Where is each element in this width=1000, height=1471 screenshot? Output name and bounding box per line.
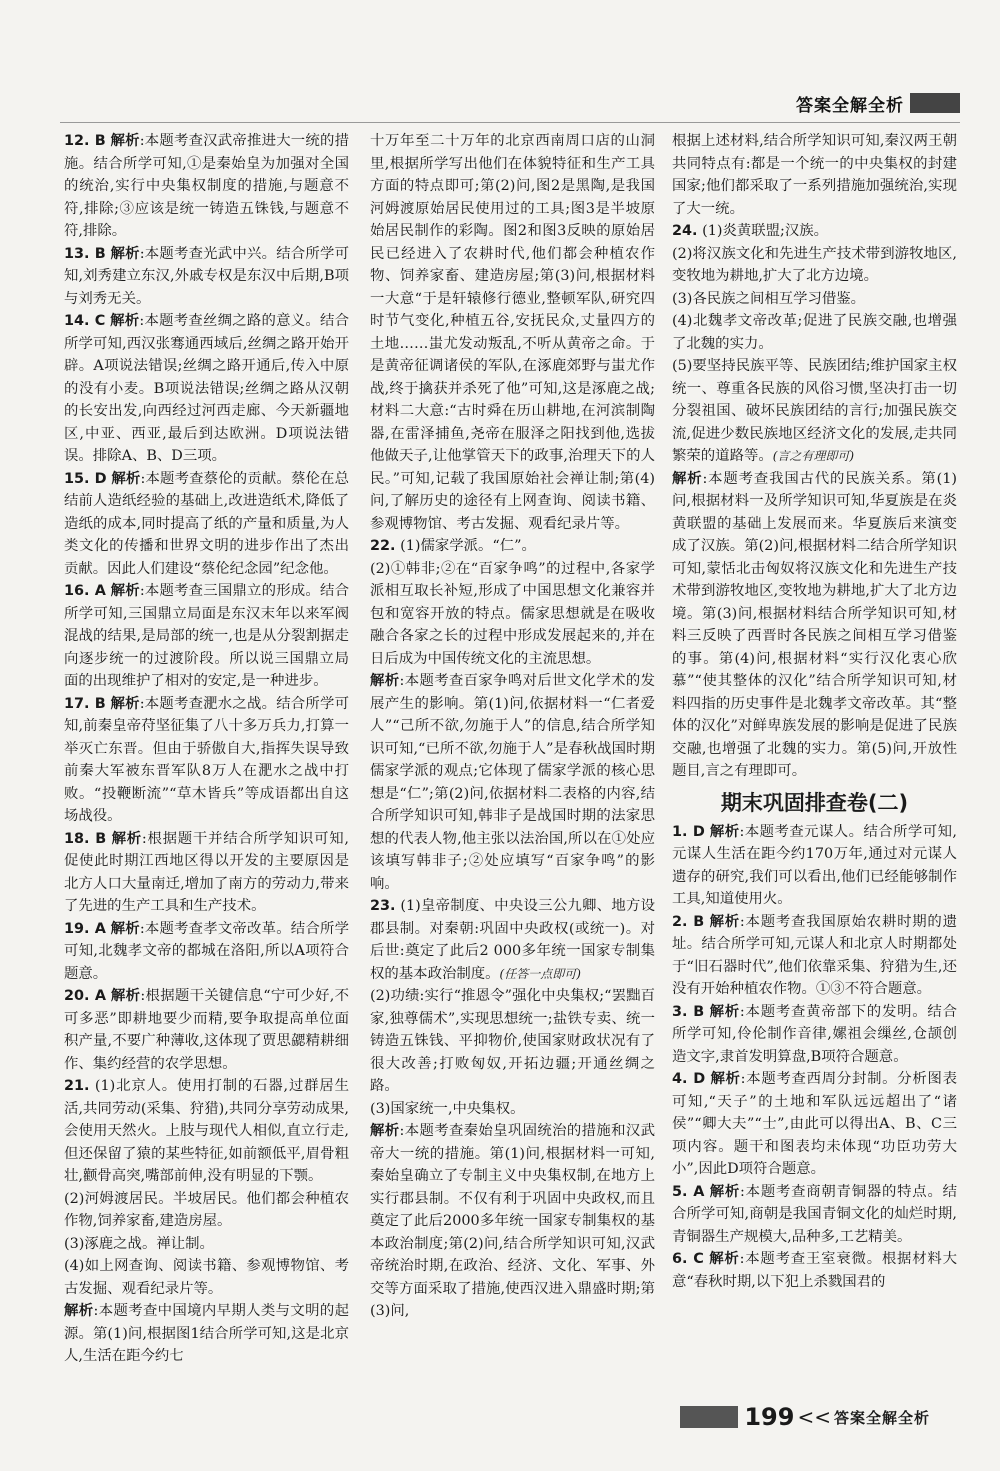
answer-text: 本题考查淝水之战。结合所学可知,前秦皇帝苻坚征集了八十多万兵力,打算一举灭亡东晋。但由于骄傲自大,指挥失误导致前秦大军被东晋军队8万人在淝水之战中打败。“投鞭断流”“草木皆兵”等成语都出自这场战役。 — [64, 695, 349, 824]
answer-item: 16. A 解析:本题考查三国鼎立的形成。结合所学可知,三国鼎立局面是东汉末年以来军阀混战的结果,是局部的统一,也是从分裂割据走向逐步统一的过渡阶段。所以说三国鼎立局面的出现维护了相对的安定,是一种进步。 — [64, 583, 349, 689]
answer-text: 本题考查百家争鸣对后世文化学术的发展产生的影响。第(1)问,依据材料一“仁者爱人”“己所不欲,勿施于人”的信息,结合所学知识可知,“已所不欲,勿施于人”是春秋战国时期儒家学派的观点;它体现了儒家学派的核心思想是“仁”;第(2)问,依据材料二表格的内容,结合所学知识可知,韩非子是战国时期的法家思想的代表人物,他主张以法治国,所以在①处应该填写韩非子;②处应填写“百家争鸣”的影响。 — [370, 673, 655, 892]
answer-item — [370, 895, 655, 985]
answer-text: 本题考查我国原始农耕时期的遗址。结合所学可知,元谋人和北京人时期都处于“旧石器时代”,他们依靠采集、狩猎为生,还没有开始种植农作物。①③不符合题意。 — [672, 913, 957, 997]
answer-item — [370, 535, 655, 558]
answer-item — [672, 220, 957, 243]
footer-bar — [680, 1406, 738, 1428]
answer-text: (1)北京人。使用打制的石器,过群居生活,共同劳动(采集、狩猎),共同分享劳动成果,会使用天然火。上肢与现代人相似,直立行走,但还保留了猿的某些特征,如前额低平,眉骨粗壮,颧骨高突,嘴部前伸,没有明显的下颚。 — [64, 1078, 349, 1184]
analysis-label: 解析 — [709, 1251, 740, 1267]
page-number: 199 — [744, 1403, 795, 1431]
analysis-label: 解析 — [110, 583, 140, 599]
answer-item: 20. A 解析:根据题干关键信息“宁可少好,不可多恶”即耕地要少而精,要争取提高单位面积产量,不要广种薄收,这体现了贾思勰精耕细作、集约经营的农学思想。 — [64, 988, 350, 1072]
question-number: 3. B — [672, 1003, 705, 1020]
question-number: 24. — [672, 223, 698, 239]
answer-item: 18. B 解析:根据题干并结合所学知识可知,促使此时期江西地区得以开发的主要原因是北方人口大量南迁,增加了南方的劳动力,带来了先进的生产工具和生产技术。 — [64, 830, 349, 914]
answer-item: 解析:本题考查中国境内早期人类与文明的起源。第(1)问,根据图1结合所学可知,这是北京人,生活在距今约七 — [64, 1303, 349, 1364]
answer-note: (言之有理即可) — [772, 449, 855, 463]
question-number: 12. B — [64, 133, 106, 149]
answer-item: 12. B 解析:本题考查汉武帝推进大一统的措施。结合所学可知,①是秦始皇为加强对全国的统治,实行中央集权制度的措施,与题意不符,排除;③应该是统一铸造五铢钱,与题意不符,排除。 — [64, 133, 349, 239]
answer-text: (1)皇帝制度、中央设三公九卿、地方设郡县制。对秦朝:巩固中央政权(或统一)。对后世:奠定了此后2 000多年统一国家专制集权的基本政治制度。 — [370, 898, 655, 982]
question-number: 14. C — [64, 313, 106, 329]
answer-text: (2)将汉族文化和先进生产技术带到游牧地区,变牧地为耕地,扩大了北方边境。 — [672, 245, 957, 284]
answer-item: 解析:本题考查秦始皇巩固统治的措施和汉武帝大一统的措施。第(1)问,根据材料一可知,秦始皇确立了专制主义中央集权制,在地方上实行郡县制。不仅有利于巩固中央政权,而且奠定了此后2000多年统一国家专制集权的基本政治制度;第(2)问,结合所学知识可知,汉武帝统治时期,在政治、经济、文化、军事、外交等方面采取了措施,使西汉进入鼎盛时期;第(3)问, — [370, 1123, 655, 1319]
footer-title: 答案全解全析 — [833, 1408, 930, 1427]
answer-item: 5. A 解析:本题考查商朝青铜器的特点。结合所学可知,商朝是我国青铜文化的灿烂时期,青铜器生产规模大,品种多,工艺精美。 — [672, 1183, 957, 1245]
answer-item — [370, 1098, 655, 1121]
answer-text: 十万年至二十万年的北京西南周口店的山洞里,根据所学写出他们在体貌特征和生产工具方面的特点即可;第(2)问,图2是黑陶,是我国河姆渡原始居民使用过的工具;图3是半坡原始居民制作的彩陶。图2和图3反映的原始居民已经进入了农耕时代,他们都会种植农作物、饲养家畜、建造房屋;第(3)问,根据材料一大意“于是轩辕修行德业,整顿军队,研究四时节气变化,种植五谷,安抚民众,丈量四方的土地……蚩尤发动叛乱,不听从黄帝之命。于是黄帝征调诸侯的军队,在涿鹿郊野与蚩尤作战,终于擒获并杀死了他”可知,这是涿鹿之战;材料二大意:“古时舜在历山耕地,在河滨制陶器,在雷泽捕鱼,尧帝在服泽之阳找到他,选拔他做天子,让他掌管天下的政事,治理天下的人民。”可知,记载了我国原始社会禅让制;第(4)问,了解历史的途径有上网查询、阅读书籍、参观博物馆、考古发掘、观看纪录片等。 — [370, 133, 655, 532]
section-title: 期末巩固排查卷(二) — [720, 790, 909, 815]
answer-note: (任答一点即可) — [499, 966, 581, 981]
answer-text: (4)如上网查询、阅读书籍、参观博物馆、考古发掘、观看纪录片等。 — [64, 1258, 349, 1297]
answer-item: 1. D 解析:本题考查元谋人。结合所学可知,元谋人生活在距今约170万年,通过对元谋人遗存的研究,我们可以看出,他们已经能够制作工具,知道使用火。 — [672, 823, 957, 907]
analysis-label: 解析 — [110, 920, 140, 937]
answer-item — [672, 310, 957, 355]
analysis-label: 解析 — [672, 470, 703, 487]
answer-item — [370, 558, 655, 671]
answer-text: 本题考查元谋人。结合所学可知,元谋人生活在距今约170万年,通过对元谋人遗存的研究,我们可以看出,他们已经能够制作工具,知道使用火。 — [672, 823, 957, 907]
answer-text: (2)①韩非;②在“百家争鸣”的过程中,各家学派相互取长补短,形成了中国思想文化兼容并包和宽容开放的特点。儒家思想就是在吸收融合各家之长的过程中形成发展起来的,并在日后成为中国传统文化的主流思想。 — [370, 560, 655, 667]
analysis-label: 解析 — [709, 823, 740, 840]
column-2 — [370, 130, 655, 1323]
footer-arrow-icon: << — [797, 1405, 831, 1429]
answer-item — [64, 1075, 349, 1188]
analysis-label: 解析 — [370, 673, 400, 689]
analysis-label: 解析 — [111, 830, 142, 847]
analysis-label: 解析 — [370, 1123, 400, 1139]
answer-text: 本题考查西周分封制。分析图表可知,“天子”的土地和军队远远超出了“诸侯”“卿大夫”“士”,由此可以得出A、B、C三项内容。题干和图表均未体现“功臣功劳大小”,因此D项符合题意。 — [672, 1071, 957, 1177]
answer-text: (3)各民族之间相互学习借鉴。 — [672, 290, 866, 307]
answer-item — [64, 1255, 349, 1300]
answer-item — [672, 130, 957, 220]
answer-item — [64, 1188, 349, 1233]
answer-item — [672, 355, 957, 468]
answer-text: 本题考查三国鼎立的形成。结合所学可知,三国鼎立局面是东汉末年以来军阀混战的结果,是局部的统一,也是从分裂割据走向逐步统一的过渡阶段。所以说三国鼎立局面的出现维护了相对的安定,是一种进步。 — [64, 583, 349, 689]
column-1 — [64, 130, 349, 1368]
analysis-label: 解析 — [110, 313, 140, 329]
answer-text: 本题考查中国境内早期人类与文明的起源。第(1)问,根据图1结合所学可知,这是北京人,生活在距今约七 — [64, 1303, 349, 1364]
answer-text: (5)要坚持民族平等、民族团结;维护国家主权统一、尊重各民族的风俗习惯,坚决打击一切分裂祖国、破坏民族团结的言行;加强民族交流,促进少数民族地区经济文化的发展,走共同繁荣的道路等。 — [672, 358, 957, 464]
answer-text: 本题考查秦始皇巩固统治的措施和汉武帝大一统的措施。第(1)问,根据材料一可知,秦始皇确立了专制主义中央集权制,在地方上实行郡县制。不仅有利于巩固中央政权,而且奠定了此后2000多年统一国家专制集权的基本政治制度;第(2)问,结合所学知识可知,汉武帝统治时期,在政治、经济、文化、军事、外交等方面采取了措施,使西汉进入鼎盛时期;第(3)问, — [370, 1123, 655, 1319]
analysis-label: 解析 — [110, 245, 140, 262]
question-number: 1. D — [672, 823, 705, 840]
question-number: 15. D — [64, 470, 107, 487]
question-number: 6. C — [672, 1251, 704, 1267]
answer-text: 本题考查孝文帝改革。结合所学可知,北魏孝文帝的都城在洛阳,所以A项符合题意。 — [64, 920, 349, 982]
answer-text: 本题考查我国古代的民族关系。第(1)问,根据材料一及所学知识可知,华夏族是在炎黄联盟的基础上发展而来。华夏族后来演变成了汉族。第(2)问,根据材料二结合所学知识可知,蒙恬北击匈奴将汉族文化和先进生产技术带到游牧地区,变牧地为耕地,扩大了北方边境。第(3)问,根据材料结合所学知识可知,材料三反映了西晋时各民族之间相互学习借鉴的事。第(4)问,根据材料“实行汉化衷心欣慕”“使其整体的汉化”结合所学知识可知,材料四指的历史事件是北魏孝文帝改革。其“整体的汉化”对鲜卑族发展的影响是促进了民族交融,也增强了北魏的实力。第(5)问,开放性题目,言之有理即可。 — [672, 470, 957, 779]
question-number: 18. B — [64, 830, 107, 847]
answer-text: 本题考查光武中兴。结合所学可知,刘秀建立东汉,外戚专权是东汉中后期,B项与刘秀无关。 — [64, 245, 349, 307]
analysis-label: 解析 — [709, 913, 740, 930]
page-footer — [680, 1400, 930, 1434]
header-bar — [910, 93, 960, 113]
question-number: 17. B — [64, 695, 106, 712]
answer-text: (1)儒家学派。“仁”。 — [400, 538, 536, 554]
analysis-label: 解析 — [111, 470, 141, 487]
analysis-label: 解析 — [110, 133, 140, 149]
header-rule — [60, 122, 960, 123]
answer-item — [64, 1233, 349, 1256]
question-number: 4. D — [672, 1071, 706, 1087]
question-number: 2. B — [672, 913, 705, 930]
answer-text: (3)涿鹿之战。禅让制。 — [64, 1235, 214, 1252]
answer-text: 根据题干关键信息“宁可少好,不可多恶”即耕地要少而精,要争取提高单位面积产量,不要广种薄收,这体现了贾思勰精耕细作、集约经营的农学思想。 — [64, 988, 350, 1072]
answer-item: 6. C 解析:本题考查王室衰微。根据材料大意“春秋时期,以下犯上杀戮国君的 — [672, 1251, 957, 1290]
answer-text: (4)北魏孝文帝改革;促进了民族交融,也增强了北魏的实力。 — [672, 313, 957, 352]
answer-item: 解析:本题考查我国古代的民族关系。第(1)问,根据材料一及所学知识可知,华夏族是在炎黄联盟的基础上发展而来。华夏族后来演变成了汉族。第(2)问,根据材料二结合所学知识可知,蒙恬北击匈奴将汉族文化和先进生产技术带到游牧地区,变牧地为耕地,扩大了北方边境。第(3)问,根据材料结合所学知识可知,材料三反映了西晋时各民族之间相互学习借鉴的事。第(4)问,根据材料“实行汉化衷心欣慕”“使其整体的汉化”结合所学知识可知,材料四指的历史事件是北魏孝文帝改革。其“整体的汉化”对鲜卑族发展的影响是促进了民族交融,也增强了北魏的实力。第(5)问,开放性题目,言之有理即可。 — [672, 470, 957, 779]
answer-item — [370, 130, 655, 535]
answer-item: 2. B 解析:本题考查我国原始农耕时期的遗址。结合所学可知,元谋人和北京人时期都处于“旧石器时代”,他们依靠采集、狩猎为生,还没有开始种植农作物。①③不符合题意。 — [672, 913, 957, 997]
answer-item: 15. D 解析:本题考查蔡伦的贡献。蔡伦在总结前人造纸经验的基础上,改进造纸术,降低了造纸的成本,同时提高了纸的产量和质量,为人类文化的传播和世界文明的进步作出了杰出贡献。因此人们建设“蔡伦纪念园”纪念他。 — [64, 470, 349, 577]
answer-text: 本题考查黄帝部下的发明。结合所学可知,伶伦制作音律,嫘祖会缫丝,仓颉创造文字,隶首发明算盘,B项符合题意。 — [672, 1003, 957, 1065]
question-number: 20. A — [64, 988, 106, 1004]
analysis-label: 解析 — [110, 695, 140, 712]
answer-text: (2)功绩:实行“推恩令”强化中央集权;“罢黜百家,独尊儒术”,实现思想统一;盐铁专卖、统一铸造五铢钱、平抑物价,使国家财政状况有了很大改善;打败匈奴,开拓边疆;开通丝绸之路。 — [370, 988, 655, 1094]
answer-text: 根据上述材料,结合所学知识可知,秦汉两王朝共同特点有:都是一个统一的中央集权的封建国家;他们都采取了一系列措施加强统治,实现了大一统。 — [672, 133, 957, 217]
page-header — [40, 88, 960, 118]
answer-text: 本题考查商朝青铜器的特点。结合所学可知,商朝是我国青铜文化的灿烂时期,青铜器生产规模大,品种多,工艺精美。 — [672, 1183, 957, 1245]
analysis-label: 解析 — [110, 988, 141, 1004]
answer-item: 19. A 解析:本题考查孝文帝改革。结合所学可知,北魏孝文帝的都城在洛阳,所以A项符合题意。 — [64, 920, 349, 982]
answer-item: 13. B 解析:本题考查光武中兴。结合所学可知,刘秀建立东汉,外戚专权是东汉中后期,B项与刘秀无关。 — [64, 245, 349, 307]
question-number: 23. — [370, 898, 396, 914]
question-number: 5. A — [672, 1183, 705, 1200]
answer-text: 本题考查王室衰微。根据材料大意“春秋时期,以下犯上杀戮国君的 — [672, 1251, 957, 1290]
question-number: 19. A — [64, 920, 106, 937]
question-number: 22. — [370, 538, 396, 554]
analysis-label: 解析 — [709, 1003, 740, 1020]
answer-text: (2)河姆渡居民。半坡居民。他们都会种植农作物,饲养家畜,建造房屋。 — [64, 1190, 349, 1229]
header-title: 答案全解全析 — [796, 95, 904, 116]
analysis-label: 解析 — [709, 1183, 741, 1200]
answer-item: 4. D 解析:本题考查西周分封制。分析图表可知,“天子”的土地和军队远远超出了“诸侯”“卿大夫”“士”,由此可以得出A、B、C三项内容。题干和图表均未体现“功臣功劳大小”,因此D项符合题意。 — [672, 1071, 957, 1177]
answer-item — [370, 985, 655, 1098]
answer-item: 14. C 解析:本题考查丝绸之路的意义。结合所学可知,西汉张骞通西域后,丝绸之路开始开辟。A项说法错误;丝绸之路开通后,传入中原的没有小麦。B项说法错误;丝绸之路从汉朝的长安出发,向西经过河西走廊、今天新疆地区,中亚、西亚,最后到达欧洲。D项说法错误。排除A、B、D三项。 — [64, 313, 349, 464]
answer-text: (3)国家统一,中央集权。 — [370, 1100, 525, 1117]
answer-text: 本题考查蔡伦的贡献。蔡伦在总结前人造纸经验的基础上,改进造纸术,降低了造纸的成本,同时提高了纸的产量和质量,为人类文化的传播和世界文明的进步作出了杰出贡献。因此人们建设“蔡伦纪念园”纪念他。 — [64, 470, 349, 577]
question-number: 16. A — [64, 583, 106, 599]
answer-item — [672, 288, 957, 311]
analysis-label: 解析 — [710, 1071, 741, 1087]
analysis-label: 解析 — [64, 1303, 94, 1319]
answer-text: 本题考查汉武帝推进大一统的措施。结合所学可知,①是秦始皇为加强对全国的统治,实行中央集权制度的措施,与题意不符,排除;③应该是统一铸造五铢钱,与题意不符,排除。 — [64, 133, 349, 239]
question-number: 21. — [64, 1078, 90, 1094]
answer-text: 根据题干并结合所学知识可知,促使此时期江西地区得以开发的主要原因是北方人口大量南迁,增加了南方的劳动力,带来了先进的生产工具和生产技术。 — [64, 830, 349, 914]
column-3 — [672, 130, 957, 1293]
answer-item — [672, 243, 957, 288]
answer-item: 17. B 解析:本题考查淝水之战。结合所学可知,前秦皇帝苻坚征集了八十多万兵力,打算一举灭亡东晋。但由于骄傲自大,指挥失误导致前秦大军被东晋军队8万人在淝水之战中打败。“投鞭断流”“草木皆兵”等成语都出自这场战役。 — [64, 695, 349, 824]
answer-item: 3. B 解析:本题考查黄帝部下的发明。结合所学可知,伶伦制作音律,嫘祖会缫丝,仓颉创造文字,隶首发明算盘,B项符合题意。 — [672, 1003, 957, 1065]
question-number: 13. B — [64, 245, 106, 262]
answer-item: 解析:本题考查百家争鸣对后世文化学术的发展产生的影响。第(1)问,依据材料一“仁者爱人”“己所不欲,勿施于人”的信息,结合所学知识可知,“已所不欲,勿施于人”是春秋战国时期儒家学派的观点;它体现了儒家学派的核心思想是“仁”;第(2)问,依据材料二表格的内容,结合所学知识可知,韩非子是战国时期的法家思想的代表人物,他主张以法治国,所以在①处应该填写韩非子;②处应填写“百家争鸣”的影响。 — [370, 673, 655, 892]
answer-text: (1)炎黄联盟;汉族。 — [702, 223, 829, 239]
answer-text: 本题考查丝绸之路的意义。结合所学可知,西汉张骞通西域后,丝绸之路开始开辟。A项说法错误;丝绸之路开通后,传入中原的没有小麦。B项说法错误;丝绸之路从汉朝的长安出发,向西经过河西走廊、今天新疆地区,中亚、西亚,最后到达欧洲。D项说法错误。排除A、B、D三项。 — [64, 313, 349, 464]
